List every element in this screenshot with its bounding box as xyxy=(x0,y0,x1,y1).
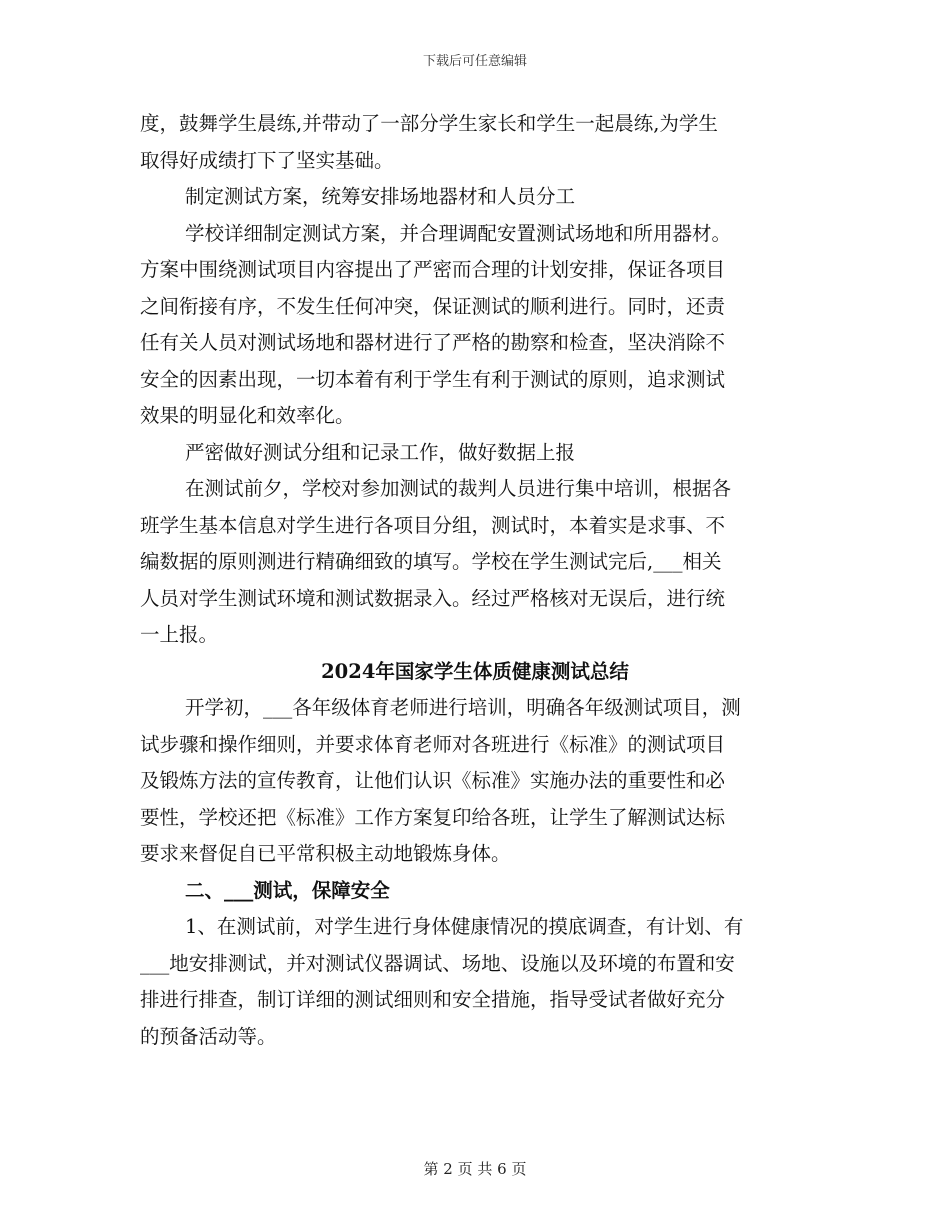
page-footer: 第 2 页 共 6 页 xyxy=(423,1160,527,1178)
paragraph-line: 要性，学校还把《标准》工作方案复印给各班，让学生了解测试达标 xyxy=(140,805,726,829)
paragraph-line: 度，鼓舞学生晨练,并带动了一部分学生家长和学生一起晨练,为学生 xyxy=(140,112,718,135)
paragraph-line: 1、在测试前，对学生进行身体健康情况的摸底调查，有计划、有 xyxy=(185,915,744,938)
paragraph-line: ___地安排测试，并对测试仪器调试、场地、设施以及环境的布置和安 xyxy=(140,951,735,975)
paragraph-line: 人员对学生测试环境和测试数据录入。经过严格核对无误后，进行统 xyxy=(140,586,726,610)
paragraph-line: 效果的明显化和效率化。 xyxy=(140,404,355,427)
paragraph-line: 排进行排查，制订详细的测试细则和安全措施，指导受试者做好充分 xyxy=(140,988,726,1011)
paragraph-line: 之间衔接有序，不发生任何冲突，保证测试的顺利进行。同时，还责 xyxy=(140,294,726,318)
paragraph-line: 班学生基本信息对学生进行各项目分组，测试时，本着实是求事、不 xyxy=(140,513,726,537)
paragraph-line: 任有关人员对测试场地和器材进行了严格的勘察和检查，坚决消除不 xyxy=(140,331,726,354)
section-subtitle: 严密做好测试分组和记录工作，做好数据上报 xyxy=(185,440,576,464)
paragraph-line: 要求来督促自已平常积极主动地锻炼身体。 xyxy=(140,842,511,865)
paragraph-line: 及锻炼方法的宣传教育，让他们认识《标准》实施办法的重要性和必 xyxy=(140,769,726,792)
section-subtitle: 制定测试方案，统筹安排场地器材和人员分工 xyxy=(185,185,576,208)
document-title: 2024年国家学生体质健康测试总结 xyxy=(321,659,629,683)
document-body xyxy=(140,106,810,1055)
section-heading: 二、___测试，保障安全 xyxy=(185,878,390,902)
paragraph-line: 在测试前夕，学校对参加测试的裁判人员进行集中培训，根据各 xyxy=(185,477,732,500)
paragraph-line: 试步骤和操作细则，并要求体育老师对各班进行《标准》的测试项目 xyxy=(140,732,726,756)
paragraph-line: 的预备活动等。 xyxy=(140,1024,277,1048)
paragraph-line: 安全的因素出现，一切本着有利于学生有利于测试的原则，追求测试 xyxy=(140,367,726,391)
paragraph-line: 学校详细制定测试方案，并合理调配安置测试场地和所用器材。 xyxy=(185,221,732,245)
paragraph-line: 编数据的原则测进行精确细致的填写。学校在学生测试完后,___相关 xyxy=(140,550,722,573)
paragraph-line: 开学初，___各年级体育老师进行培训，明确各年级测试项目，测 xyxy=(185,696,741,719)
paragraph-line: 方案中围绕测试项目内容提出了严密而合理的计划安排，保证各项目 xyxy=(140,258,726,281)
paragraph-line: 取得好成绩打下了坚实基础。 xyxy=(140,148,394,172)
page-header: 下载后可任意编辑 xyxy=(422,54,527,69)
paragraph-line: 一上报。 xyxy=(140,623,219,646)
